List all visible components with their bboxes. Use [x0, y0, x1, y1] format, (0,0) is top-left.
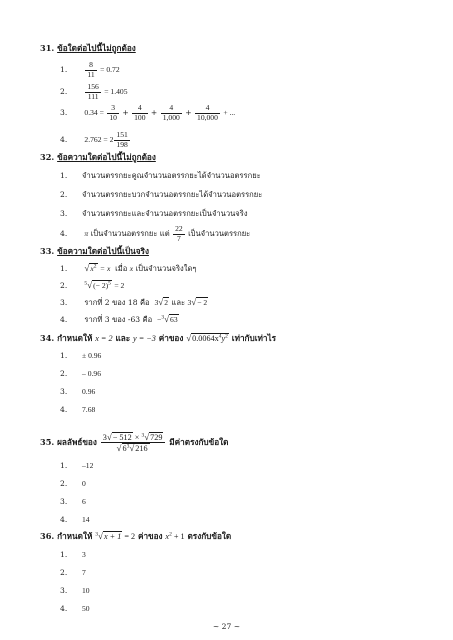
option-35-4: 4. 14 — [60, 515, 90, 524]
question-32 — [40, 153, 156, 161]
question-35: 35. ผลลัพธ์ของ $\frac{3√- 512 \times ^3√729}{√6^3√216}$ มีค่าตรงกับข้อใด — [40, 432, 229, 454]
fraction: $\frac{4}{10,000}$ — [197, 103, 218, 122]
option-33-1: 1. $√x^2 = x$ เมื่อ x เป็นจำนวนจริงใดๆ — [60, 263, 197, 273]
option-35-2: 2. 0 — [60, 479, 86, 488]
page-number: ~ 27 ~ — [212, 622, 241, 631]
fraction: $\frac{151}{198}$ — [116, 130, 128, 149]
fraction: $\frac{4}{100}$ — [134, 103, 146, 122]
option-35-3: 3. 6 — [60, 497, 86, 506]
option-31-4: 4. 2.762 = 2 $\frac{151}{198}$ — [60, 130, 128, 149]
question-36: 36. กำหนดให้ $^3$√x + 1 = 2 ค่าของ $x^2 + 1$ ตรงกับข้อใด — [40, 531, 232, 541]
option-32-3: 3. จำนวนตรรกยะและจำนวนอตรรกยะเป็นจำนวนจริง — [60, 209, 248, 218]
option-31-2: 2. $\frac{156}{111}$ = 1.405 — [60, 82, 128, 101]
fraction: $\frac{3}{10}$ — [109, 103, 117, 122]
question-number: 31. — [40, 43, 55, 53]
option-36-1: 1. 3 — [60, 550, 86, 559]
fraction: $\frac{156}{111}$ — [87, 82, 99, 101]
question-33 — [40, 247, 149, 255]
option-36-3: 3. 10 — [60, 586, 90, 595]
question-number: 34. — [40, 333, 55, 343]
option-32-2: 2. จำนวนตรรกยะบวกจำนวนอตรรกยะได้จำนวนอตรรกยะ — [60, 190, 263, 199]
option-31-3: 3. 0.34 = $\frac{3}{10}$ + $\frac{4}{100}$ + $\frac{4}{1,000}$ + $\frac{4}{10,000}$ + ... — [60, 103, 236, 122]
option-31-1: 1. $\frac{8}{11}$ = 0.72 — [60, 60, 120, 79]
option-33-2: 2. $^5√(- 2)^5 = 2$ — [60, 280, 125, 290]
option-34-2: 2. – 0.96 — [60, 369, 101, 378]
fraction: $\frac{8}{11}$ — [87, 60, 95, 79]
option-33-4: 4. รากที่ 3 ของ -63 คือ −$^3$√63 — [60, 314, 178, 324]
option-34-3: 3. 0.96 — [60, 387, 96, 396]
fraction: $\frac{4}{1,000}$ — [162, 103, 180, 122]
option-36-2: 2. 7 — [60, 568, 86, 577]
question-title: ข้อความใดต่อไปนี้เป็นจริง — [57, 246, 149, 256]
fraction: $\frac{22}{7}$ — [175, 224, 183, 243]
fraction: $\frac{3√- 512 \times ^3√729}{√6^3√216}$ — [101, 432, 166, 454]
option-33-3: 3. รากที่ 2 ของ 18 คือ 3√2 และ 3√− 2 — [60, 297, 208, 307]
question-34: 34. กำหนดให้ x = 2 และ y = −3 ค่าของ $√0.0064x^4y^2$ เท่ากับเท่าไร — [40, 333, 277, 343]
question-number: 35. — [40, 436, 55, 447]
question-title: ข้อความใดต่อไปนี้ไม่ถูกต้อง — [57, 152, 156, 162]
question-number: 36. — [40, 531, 55, 541]
option-32-1: 1. จำนวนตรรกยะคูณจำนวนอตรรกยะได้จำนวนอตรรกยะ — [60, 171, 261, 180]
question-title: ข้อใดต่อไปนี้ไม่ถูกต้อง — [57, 43, 136, 53]
option-34-4: 4. 7.68 — [60, 405, 96, 414]
option-34-1: 1. ± 0.96 — [60, 351, 102, 360]
question-31 — [40, 44, 136, 52]
question-number: 32. — [40, 152, 55, 162]
question-number: 33. — [40, 246, 55, 256]
option-35-1: 1. –12 — [60, 461, 94, 470]
option-36-4: 4. 50 — [60, 604, 90, 613]
option-32-4: 4. π เป็นจำนวนอตรรกยะ แต่ $\frac{22}{7}$ เป็นจำนวนตรรกยะ — [60, 224, 251, 243]
